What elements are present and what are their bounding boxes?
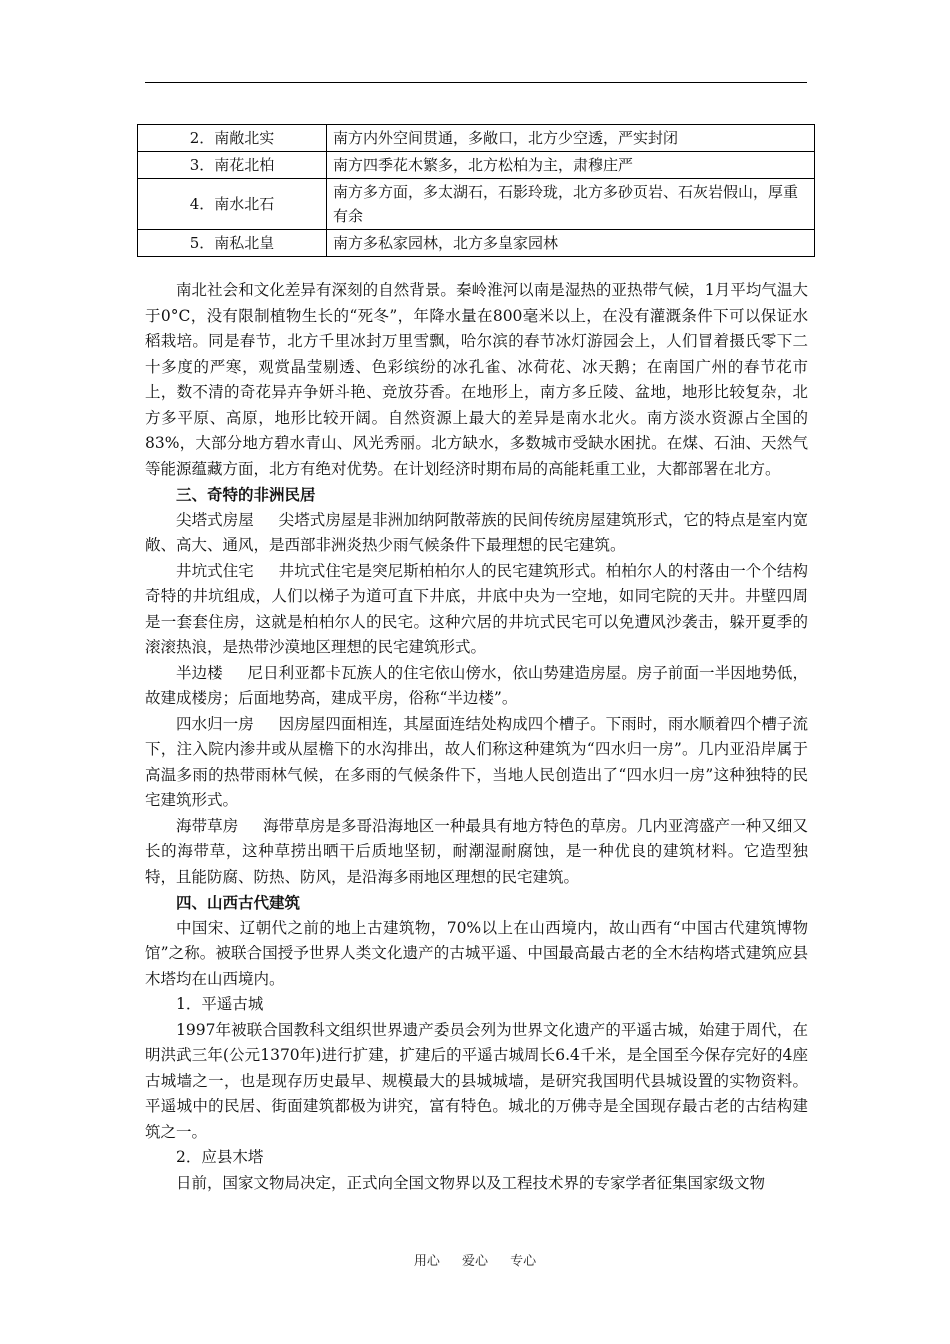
paragraph-pingyao: 1997年被联合国教科文组织世界遗产委员会列为世界文化遗产的平遥古城，始建于周代，在明洪武三年(公元1370年)进行扩建，扩建后的平遥古城周长6.4千米，是全国至今保存完好的4座古城墙之一，也是现存历史最早、规模最大的县城城墙，是研究我国明代县城设置的实物资料。平遥城中的民居、街面建筑都极为讲究，富有特色。城北的万佛寺是全国现存最古老的古结构建筑之一。 <box>145 1020 808 1141</box>
paragraph-pit-dwelling <box>145 559 808 661</box>
term-label: 井坑式住宅 <box>176 561 254 580</box>
document-body <box>145 278 808 1196</box>
paragraph-seaweed-house <box>145 814 808 891</box>
term-text: 尖塔式房屋是非洲加纳阿散蒂族的民间传统房屋建筑形式，它的特点是室内宽敞、高大、通风，是西部非洲炎热少雨气候条件下最理想的民宅建筑。 <box>145 510 808 554</box>
paragraph-spire-house <box>145 508 808 559</box>
table-cell-label: 5．南私北皇 <box>138 230 327 257</box>
subheading-pingyao: 1．平遥古城 <box>176 995 264 1013</box>
term-text: 海带草房是多哥沿海地区一种最具有地方特色的草房。几内亚湾盛产一种又细又长的海带草，这种草捞出晒干后质地坚韧，耐潮湿耐腐蚀，是一种优良的建筑材料。它造型独特，且能防腐、防热、防风，是沿海多雨地区理想的民宅建筑。 <box>145 816 808 886</box>
header-rule <box>145 82 807 83</box>
table-cell-label: 3．南花北柏 <box>138 152 327 179</box>
paragraph-half-building <box>145 661 808 712</box>
term-text: 尼日利亚都卡瓦族人的住宅依山傍水，依山势建造房屋。房子前面一半因地势低，故建成楼房；后面地势高，建成平房，俗称“半边楼”。 <box>145 663 808 707</box>
term-label: 海带草房 <box>176 816 239 835</box>
table-row <box>138 179 815 230</box>
paragraph-shanxi-intro: 中国宋、辽朝代之前的地上古建筑物，70%以上在山西境内，故山西有“中国古代建筑博物馆”之称。被联合国授予世界人类文化遗产的古城平遥、中国最高最古老的全木结构塔式建筑应县木塔均在山西境内。 <box>145 918 808 988</box>
table-row <box>138 125 815 152</box>
section-heading-shanxi: 四、山西古代建筑 <box>176 893 301 912</box>
table-cell-desc: 南方内外空间贯通，多敞口，北方少空透，严实封闭 <box>327 125 815 152</box>
table-cell-desc: 南方多方面，多太湖石，石影玲珑，北方多砂页岩、石灰岩假山，厚重有余 <box>327 179 815 230</box>
term-text: 井坑式住宅是突尼斯柏柏尔人的民宅建筑形式。柏柏尔人的村落由一个个结构奇特的井坑组成，人们以梯子为道可直下井底，井底中央为一空地，如同宅院的天井。井壁四周是一套套住房，这就是柏柏尔人的民宅。这种穴居的井坑式民宅可以免遭风沙袭击，躲开夏季的滚滚热浪，是热带沙漠地区理想的民宅建筑形式。 <box>145 561 808 656</box>
paragraph-yingxian: 日前，国家文物局决定，正式向全国文物界以及工程技术界的专家学者征集国家级文物 <box>176 1173 766 1192</box>
paragraph-four-waters-house <box>145 712 808 814</box>
subheading-yingxian: 2．应县木塔 <box>176 1148 264 1166</box>
north-south-comparison-table <box>137 124 815 257</box>
page-footer <box>0 1250 950 1269</box>
footer-motto: 专心 <box>510 1254 537 1269</box>
table-cell-desc: 南方四季花木繁多，北方松柏为主，肃穆庄严 <box>327 152 815 179</box>
term-label: 四水归一房 <box>176 714 254 733</box>
term-text: 因房屋四面相连，其屋面连结处构成四个槽子。下雨时，雨水顺着四个槽子流下，注入院内渗井或从屋檐下的水沟排出，故人们称这种建筑为“四水归一房”。几内亚沿岸属于高温多雨的热带雨林气候，在多雨的气候条件下，当地人民创造出了“四水归一房”这种独特的民宅建筑形式。 <box>145 714 808 809</box>
paragraph-natural-background: 南北社会和文化差异有深刻的自然背景。秦岭淮河以南是湿热的亚热带气候，1月平均气温大于0°C，没有限制植物生长的“死冬”，年降水量在800毫米以上，在没有灌溉条件下可以保证水稻栽培。同是春节，北方千里冰封万里雪飘，哈尔滨的春节冰灯游园会上，人们冒着摄氏零下二十多度的严寒，观赏晶莹剔透、色彩缤纷的冰孔雀、冰荷花、冰天鹅；在南国广州的春节花市上，数不清的奇花异卉争妍斗艳、竞放芬香。在地形上，南方多丘陵、盆地，地形比较复杂，北方多平原、高原，地形比较开阔。自然资源上最大的差异是南水北火。南方淡水资源占全国的83%，大部分地方碧水青山、风光秀丽。北方缺水，多数城市受缺水困扰。在煤、石油、天然气等能源蕴藏方面，北方有绝对优势。在计划经济时期布局的高能耗重工业，大都部署在北方。 <box>145 281 808 478</box>
term-label: 半边楼 <box>176 663 223 682</box>
term-label: 尖塔式房屋 <box>176 510 254 529</box>
table-row <box>138 230 815 257</box>
table-cell-desc: 南方多私家园林，北方多皇家园林 <box>327 230 815 257</box>
table-row <box>138 152 815 179</box>
section-heading-africa: 三、奇特的非洲民居 <box>176 485 316 504</box>
table-cell-label: 4．南水北石 <box>138 179 327 230</box>
table-cell-label: 2．南敞北实 <box>138 125 327 152</box>
footer-motto: 爱心 <box>461 1254 488 1269</box>
footer-motto: 用心 <box>413 1254 440 1269</box>
